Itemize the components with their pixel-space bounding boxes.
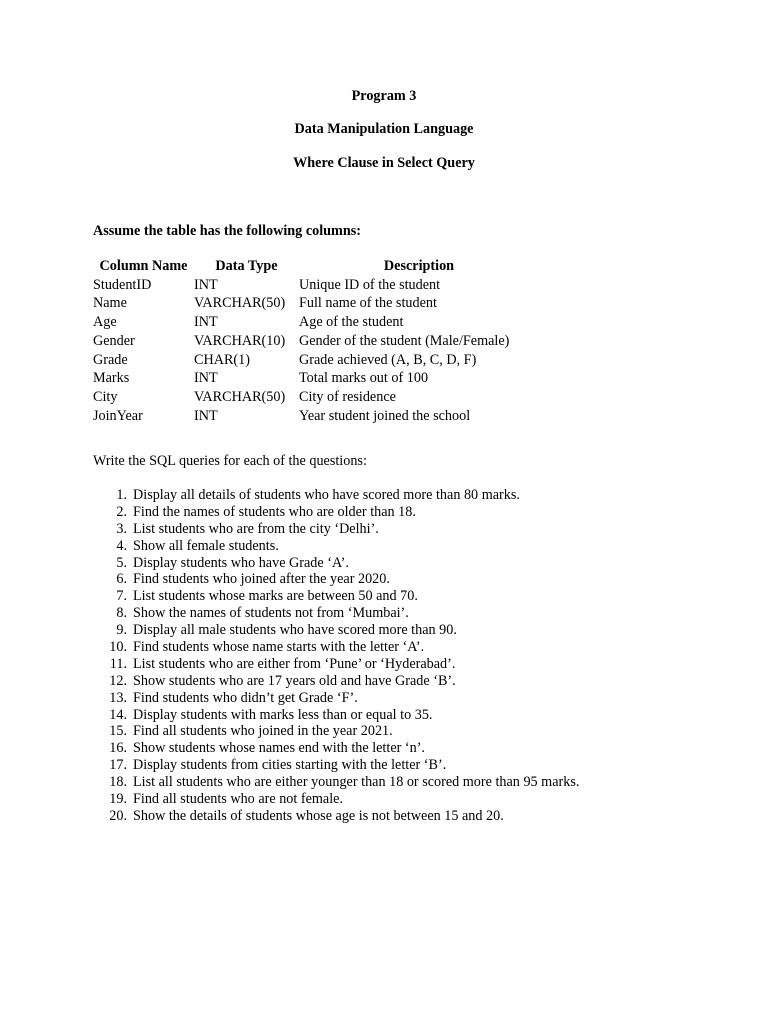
list-item xyxy=(93,504,579,521)
header-data-type: Data Type xyxy=(215,258,278,274)
question-text: Find the names of students who are older than 18. xyxy=(133,503,416,520)
table-row xyxy=(93,369,539,388)
question-number: 12. xyxy=(109,672,127,689)
cell-data-type: VARCHAR(50) xyxy=(194,295,286,312)
question-number: 7. xyxy=(116,588,127,605)
question-number: 19. xyxy=(109,791,127,808)
list-item xyxy=(93,723,579,740)
question-text: Display students with marks less than or equal to 35. xyxy=(133,706,433,723)
list-item xyxy=(93,605,579,622)
question-number: 3. xyxy=(116,520,127,537)
header-description: Description xyxy=(383,258,455,274)
question-number: 9. xyxy=(116,622,127,639)
list-item xyxy=(93,656,579,673)
question-text: Find all students who are not female. xyxy=(133,791,344,808)
question-number: 2. xyxy=(116,503,127,520)
cell-description: Age of the student xyxy=(299,314,404,331)
cell-data-type: VARCHAR(10) xyxy=(194,332,286,349)
cell-column-name: Age xyxy=(93,314,117,331)
question-text: Display students who have Grade ‘A’. xyxy=(133,554,349,571)
cell-description: Grade achieved (A, B, C, D, F) xyxy=(299,351,477,368)
list-item xyxy=(93,791,579,808)
question-number: 8. xyxy=(116,605,127,622)
document-subsubtitle: Where Clause in Select Query xyxy=(293,155,475,171)
question-text: Display students from cities starting with the letter ‘B’. xyxy=(133,757,447,774)
question-text: List all students who are either younger than 18 or scored more than 95 marks. xyxy=(133,774,580,791)
question-number: 18. xyxy=(109,774,127,791)
cell-data-type: INT xyxy=(194,314,218,331)
question-text: Find students who joined after the year 2020. xyxy=(133,571,390,588)
question-text: Find all students who joined in the year 2021. xyxy=(133,723,393,740)
questions-list xyxy=(93,487,579,825)
question-number: 4. xyxy=(116,537,127,554)
cell-column-name: Name xyxy=(93,295,127,312)
question-number: 15. xyxy=(109,723,127,740)
list-item xyxy=(93,808,579,825)
question-number: 16. xyxy=(109,740,127,757)
cell-column-name: Gender xyxy=(93,332,135,349)
question-number: 6. xyxy=(116,571,127,588)
table-row xyxy=(93,388,539,407)
table-row xyxy=(93,332,539,351)
cell-description: Full name of the student xyxy=(299,295,437,312)
list-item xyxy=(93,555,579,572)
cell-data-type: INT xyxy=(194,370,218,387)
cell-description: City of residence xyxy=(299,388,396,405)
list-item xyxy=(93,774,579,791)
header-column-name: Column Name xyxy=(99,258,188,274)
list-item xyxy=(93,487,579,504)
question-number: 13. xyxy=(109,689,127,706)
document-title: Program 3 xyxy=(351,88,417,104)
list-item xyxy=(93,757,579,774)
cell-column-name: City xyxy=(93,388,118,405)
cell-description: Unique ID of the student xyxy=(299,276,441,293)
list-item xyxy=(93,521,579,538)
table-heading: Assume the table has the following columns: xyxy=(93,223,361,239)
cell-column-name: Marks xyxy=(93,370,130,387)
list-item xyxy=(93,673,579,690)
question-number: 20. xyxy=(109,807,127,824)
question-number: 11. xyxy=(109,655,127,672)
list-item xyxy=(93,571,579,588)
list-item xyxy=(93,538,579,555)
questions-intro: Write the SQL queries for each of the questions: xyxy=(93,453,367,469)
question-text: Display all male students who have scored more than 90. xyxy=(133,622,457,639)
cell-data-type: VARCHAR(50) xyxy=(194,388,286,405)
cell-description: Gender of the student (Male/Female) xyxy=(299,332,510,349)
list-item xyxy=(93,690,579,707)
question-text: Show students who are 17 years old and have Grade ‘B’. xyxy=(133,672,456,689)
question-text: List students who are from the city ‘Delhi’. xyxy=(133,520,379,537)
cell-column-name: JoinYear xyxy=(93,407,143,424)
table-row xyxy=(93,351,539,370)
columns-table xyxy=(93,257,539,425)
question-number: 5. xyxy=(116,554,127,571)
list-item xyxy=(93,639,579,656)
list-item xyxy=(93,622,579,639)
question-text: List students who are either from ‘Pune’ or ‘Hyderabad’. xyxy=(133,655,456,672)
cell-column-name: Grade xyxy=(93,351,128,368)
question-text: Show all female students. xyxy=(133,537,279,554)
question-text: Show students whose names end with the letter ‘n’. xyxy=(133,740,425,757)
cell-description: Total marks out of 100 xyxy=(299,370,429,387)
list-item xyxy=(93,740,579,757)
question-text: Find students who didn’t get Grade ‘F’. xyxy=(133,689,358,706)
table-row xyxy=(93,313,539,332)
cell-data-type: INT xyxy=(194,276,218,293)
question-text: Display all details of students who have scored more than 80 marks. xyxy=(133,487,520,503)
document-subtitle: Data Manipulation Language xyxy=(294,121,474,137)
question-text: Show the names of students not from ‘Mumbai’. xyxy=(133,605,409,622)
question-number: 14. xyxy=(109,706,127,723)
list-item xyxy=(93,707,579,724)
table-header-row xyxy=(93,257,539,276)
table-row xyxy=(93,407,539,426)
question-number: 10. xyxy=(109,639,127,656)
cell-description: Year student joined the school xyxy=(299,407,471,424)
cell-column-name: StudentID xyxy=(93,276,152,293)
question-number: 1. xyxy=(116,487,127,503)
cell-data-type: INT xyxy=(194,407,218,424)
question-text: List students whose marks are between 50 and 70. xyxy=(133,588,418,605)
table-row xyxy=(93,276,539,295)
list-item xyxy=(93,588,579,605)
table-body xyxy=(93,276,539,426)
question-number: 17. xyxy=(109,757,127,774)
table-row xyxy=(93,294,539,313)
question-text: Find students whose name starts with the letter ‘A’. xyxy=(133,639,425,656)
cell-data-type: CHAR(1) xyxy=(194,351,250,368)
question-text: Show the details of students whose age is not between 15 and 20. xyxy=(133,807,504,824)
